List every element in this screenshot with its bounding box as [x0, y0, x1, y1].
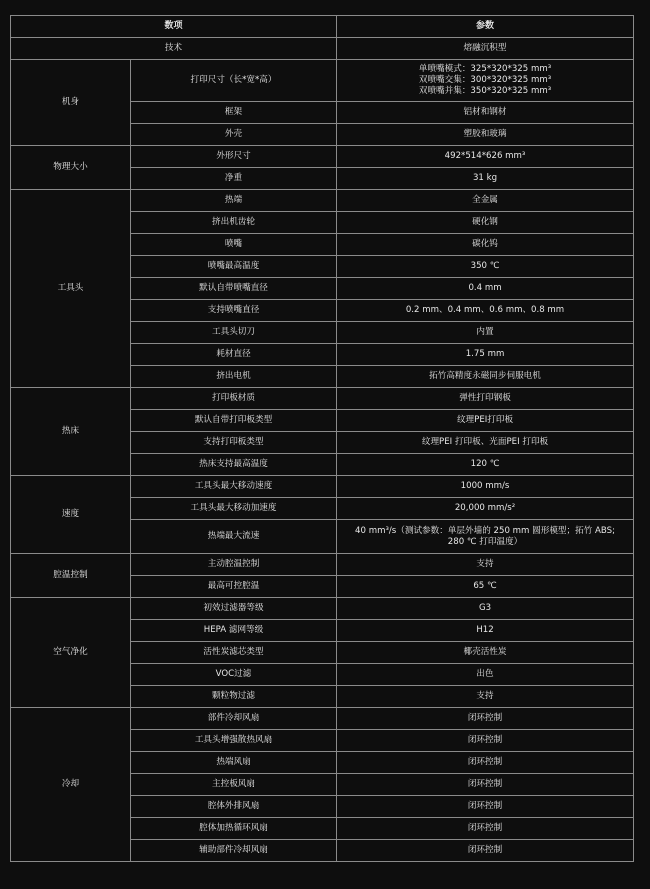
- row-value: 纹理PEI打印板: [337, 410, 634, 432]
- value-line: 单喷嘴模式：325*320*325 mm³: [418, 64, 552, 74]
- row-label: 耗材直径: [131, 344, 337, 366]
- row-value: 20,000 mm/s²: [337, 498, 634, 520]
- row-value: 支持: [337, 554, 634, 576]
- row-label: 外壳: [131, 124, 337, 146]
- row-label: 工具头最大移动加速度: [131, 498, 337, 520]
- row-label: 挤出机齿轮: [131, 212, 337, 234]
- section-name: 腔温控制: [11, 554, 131, 598]
- row-value: 闭环控制: [337, 818, 634, 840]
- row-label: 热端风扇: [131, 752, 337, 774]
- row-value: G3: [337, 598, 634, 620]
- row-label: 部件冷却风扇: [131, 708, 337, 730]
- section-name: 空气净化: [11, 598, 131, 708]
- row-label: 默认自带打印板类型: [131, 410, 337, 432]
- row-value: H12: [337, 620, 634, 642]
- row-label: 最高可控腔温: [131, 576, 337, 598]
- row-value: 闭环控制: [337, 840, 634, 862]
- row-label: 热床支持最高温度: [131, 454, 337, 476]
- header-row: [11, 16, 634, 38]
- row-label: 框架: [131, 102, 337, 124]
- row-value: 支持: [337, 686, 634, 708]
- row-value: 闭环控制: [337, 774, 634, 796]
- row-value: [337, 60, 634, 102]
- row-label: 支持喷嘴直径: [131, 300, 337, 322]
- row-value: 120 ℃: [337, 454, 634, 476]
- row-value: 0.2 mm、0.4 mm、0.6 mm、0.8 mm: [337, 300, 634, 322]
- section-name: 机身: [11, 60, 131, 146]
- row-label: 喷嘴最高温度: [131, 256, 337, 278]
- row-label: 技术: [11, 38, 337, 60]
- row-value: 内置: [337, 322, 634, 344]
- row-value: 硬化钢: [337, 212, 634, 234]
- table-row: [11, 60, 634, 102]
- header-item: 数项: [11, 16, 337, 38]
- row-value: 全金属: [337, 190, 634, 212]
- row-label: 工具头增强散热风扇: [131, 730, 337, 752]
- row-label: 辅助部件冷却风扇: [131, 840, 337, 862]
- section-name: 热床: [11, 388, 131, 476]
- row-value: 31 kg: [337, 168, 634, 190]
- value-line: 双喷嘴交集：300*320*325 mm³: [418, 75, 552, 85]
- row-value: 塑胶和玻璃: [337, 124, 634, 146]
- row-value: 闭环控制: [337, 730, 634, 752]
- row-label: 主动腔温控制: [131, 554, 337, 576]
- row-label: 腔体加热循环风扇: [131, 818, 337, 840]
- row-label: 打印板材质: [131, 388, 337, 410]
- header-param: 参数: [337, 16, 634, 38]
- row-label: 主控板风扇: [131, 774, 337, 796]
- row-value: 1.75 mm: [337, 344, 634, 366]
- table-row: [11, 598, 634, 620]
- row-label: 颗粒物过滤: [131, 686, 337, 708]
- section-name: 速度: [11, 476, 131, 554]
- row-value: 熔融沉积型: [337, 38, 634, 60]
- row-label: 工具头最大移动速度: [131, 476, 337, 498]
- row-label: HEPA 滤网等级: [131, 620, 337, 642]
- table-row: [11, 146, 634, 168]
- table-row: [11, 476, 634, 498]
- row-value: 闭环控制: [337, 708, 634, 730]
- row-label: 喷嘴: [131, 234, 337, 256]
- table-row: [11, 388, 634, 410]
- row-value: 350 ℃: [337, 256, 634, 278]
- row-label: 支持打印板类型: [131, 432, 337, 454]
- row-label: 活性炭滤芯类型: [131, 642, 337, 664]
- row-value: 纹理PEI 打印板、光面PEI 打印板: [337, 432, 634, 454]
- row-label: 外形尺寸: [131, 146, 337, 168]
- row-label: 挤出电机: [131, 366, 337, 388]
- row-value: 闭环控制: [337, 752, 634, 774]
- value-line: 280 ℃ 打印温度）: [447, 536, 523, 547]
- row-value: 1000 mm/s: [337, 476, 634, 498]
- row-value: 碳化钨: [337, 234, 634, 256]
- row-value: 闭环控制: [337, 796, 634, 818]
- row-value: 出色: [337, 664, 634, 686]
- row-label: 打印尺寸（长*宽*高）: [131, 60, 337, 102]
- row-label: 工具头切刀: [131, 322, 337, 344]
- row-label: 净重: [131, 168, 337, 190]
- section-name: 物理大小: [11, 146, 131, 190]
- section-name: 冷却: [11, 708, 131, 862]
- row-value: 铝材和钢材: [337, 102, 634, 124]
- row-label: 热端最大流速: [131, 520, 337, 554]
- section-name: 工具头: [11, 190, 131, 388]
- table-row: [11, 190, 634, 212]
- row-label: 热端: [131, 190, 337, 212]
- row-label: VOC过滤: [131, 664, 337, 686]
- row-label: 默认自带喷嘴直径: [131, 278, 337, 300]
- row-value: [337, 520, 634, 554]
- spec-table-container: [10, 15, 633, 862]
- row-value: 拓竹高精度永磁同步伺服电机: [337, 366, 634, 388]
- row-value: 65 ℃: [337, 576, 634, 598]
- row-value: 弹性打印钢板: [337, 388, 634, 410]
- value-line: 40 mm³/s（测试参数：单层外墙的 250 mm 圆形模型；拓竹 ABS;: [355, 525, 615, 536]
- spec-table: [10, 15, 634, 862]
- value-line: 双喷嘴并集：350*320*325 mm³: [418, 86, 552, 96]
- row-value: 椰壳活性炭: [337, 642, 634, 664]
- row-label: 腔体外排风扇: [131, 796, 337, 818]
- row-value: 0.4 mm: [337, 278, 634, 300]
- row-label: 初效过滤器等级: [131, 598, 337, 620]
- table-row: [11, 554, 634, 576]
- table-row: [11, 708, 634, 730]
- table-row: [11, 38, 634, 60]
- row-value: 492*514*626 mm³: [337, 146, 634, 168]
